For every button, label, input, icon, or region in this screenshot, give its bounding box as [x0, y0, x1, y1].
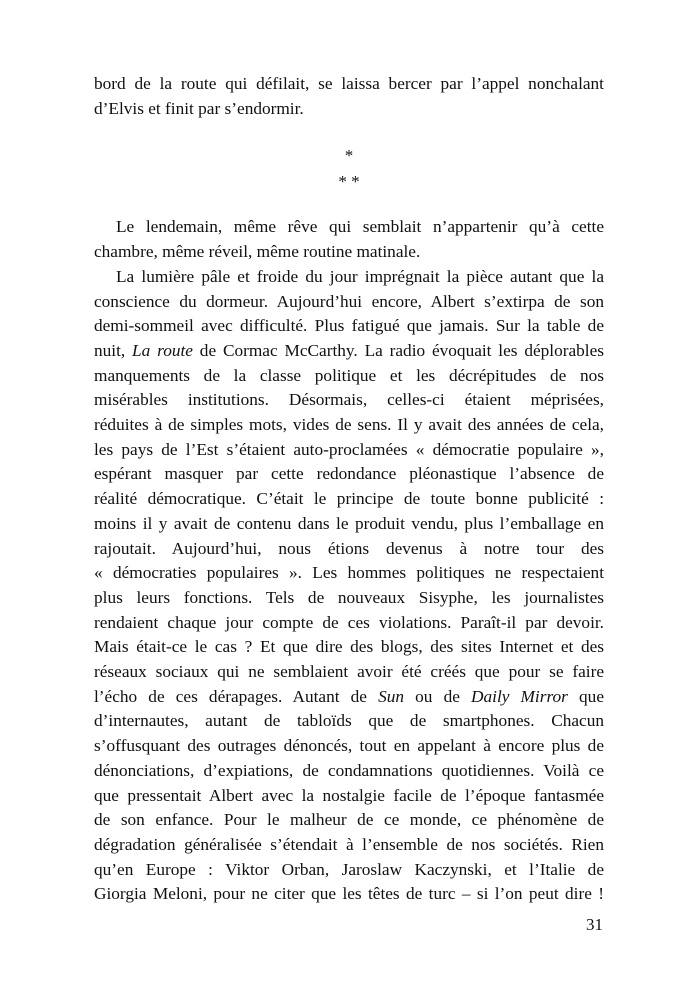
text-line: chambre, même réveil, même routine matinale.: [94, 242, 421, 262]
text-line: dégradation généralisée s’étendait à l’ensemble de nos sociétés. Rien: [94, 834, 604, 854]
text-line: demi-sommeil avec difficulté. Plus fatigué que jamais. Sur la table de: [94, 316, 604, 336]
text-line: Mais était-ce le cas ? Et que dire des blogs, des sites Internet et des: [94, 637, 604, 657]
text-line: d’internautes, autant de tabloïds que de smartphones. Chacun: [94, 711, 604, 731]
section-separator-top: *: [344, 146, 354, 166]
text-fragment: l’écho de ces dérapages. Autant de: [94, 686, 379, 706]
newspaper-title: Daily Mirror: [471, 686, 568, 706]
text-line: espérant masquer par cette redondance pléonastique l’absence de: [94, 464, 604, 484]
text-line: qu’en Europe : Viktor Orban, Jaroslaw Kaczynski, et l’Italie de: [94, 859, 604, 879]
page-number: 31: [586, 915, 603, 934]
text-line: Giorgia Meloni, pour ne citer que les têtes de turc – si l’on peut dire !: [94, 884, 604, 904]
text-line: La lumière pâle et froide du jour imprégnait la pièce autant que la: [116, 266, 604, 286]
paragraph-lendemain: [94, 215, 604, 264]
text-line: conscience du dormeur. Aujourd’hui encore, Albert s’extirpa de son: [94, 291, 604, 311]
text-line: manquements de la classe politique et les décrépitudes de nos: [94, 365, 604, 385]
text-line: rendaient chaque jour compte de ces violations. Paraît-il par devoir.: [94, 612, 604, 632]
opening-paragraph: [94, 72, 604, 121]
text-line: [94, 339, 604, 364]
text-line: réalité démocratique. C’était le principe de toute bonne publicité :: [94, 489, 604, 509]
text-line: « démocraties populaires ». Les hommes politiques ne respectaient: [94, 563, 604, 583]
text-line: de son enfance. Pour le malheur de ce monde, ce phénomène de: [94, 810, 604, 830]
book-title: La route: [132, 340, 193, 360]
text-line: les pays de l’Est s’étaient auto-proclamées « démocratie populaire »,: [94, 439, 604, 459]
text-fragment: que: [567, 686, 604, 706]
text-line: bord de la route qui défilait, se laissa bercer par l’appel nonchalant: [94, 74, 604, 93]
text-line: s’offusquant des outrages dénoncés, tout en appelant à encore plus de: [94, 736, 604, 756]
section-separator-bottom: * *: [338, 172, 360, 192]
text-line: réduites à de simples mots, vides de sens. Il y avait des années de cela,: [94, 415, 604, 435]
text-fragment: nuit,: [94, 340, 133, 360]
paragraph-lumiere: [94, 265, 604, 907]
text-line: réseaux sociaux qui ne semblaient avoir été créés que pour se faire: [94, 662, 604, 682]
text-fragment: ou de: [404, 686, 472, 706]
text-line: dénonciations, d’expiations, de condamnations quotidiennes. Voilà ce: [94, 760, 604, 780]
text-line: plus leurs fonctions. Tels de nouveaux Sisyphe, les journalistes: [94, 587, 604, 607]
text-line: rajoutait. Aujourd’hui, nous étions devenus à notre tour des: [94, 538, 604, 558]
section-gap: [94, 195, 604, 215]
text-line: moins il y avait de contenu dans le produit vendu, plus l’emballage en: [94, 513, 604, 533]
text-fragment: de Cormac McCarthy. La radio évoquait les déplorables: [192, 340, 604, 360]
text-line: misérables institutions. Désormais, celles-ci étaient méprisées,: [94, 390, 604, 410]
newspaper-title: Sun: [378, 686, 405, 706]
text-line: d’Elvis et finit par s’endormir.: [94, 98, 304, 118]
text-line: [94, 685, 604, 710]
page-body: [94, 72, 604, 907]
text-line: Le lendemain, même rêve qui semblait n’appartenir qu’à cette: [116, 217, 604, 237]
text-line: que pressentait Albert avec la nostalgie facile de l’époque fantasmée: [94, 785, 604, 805]
